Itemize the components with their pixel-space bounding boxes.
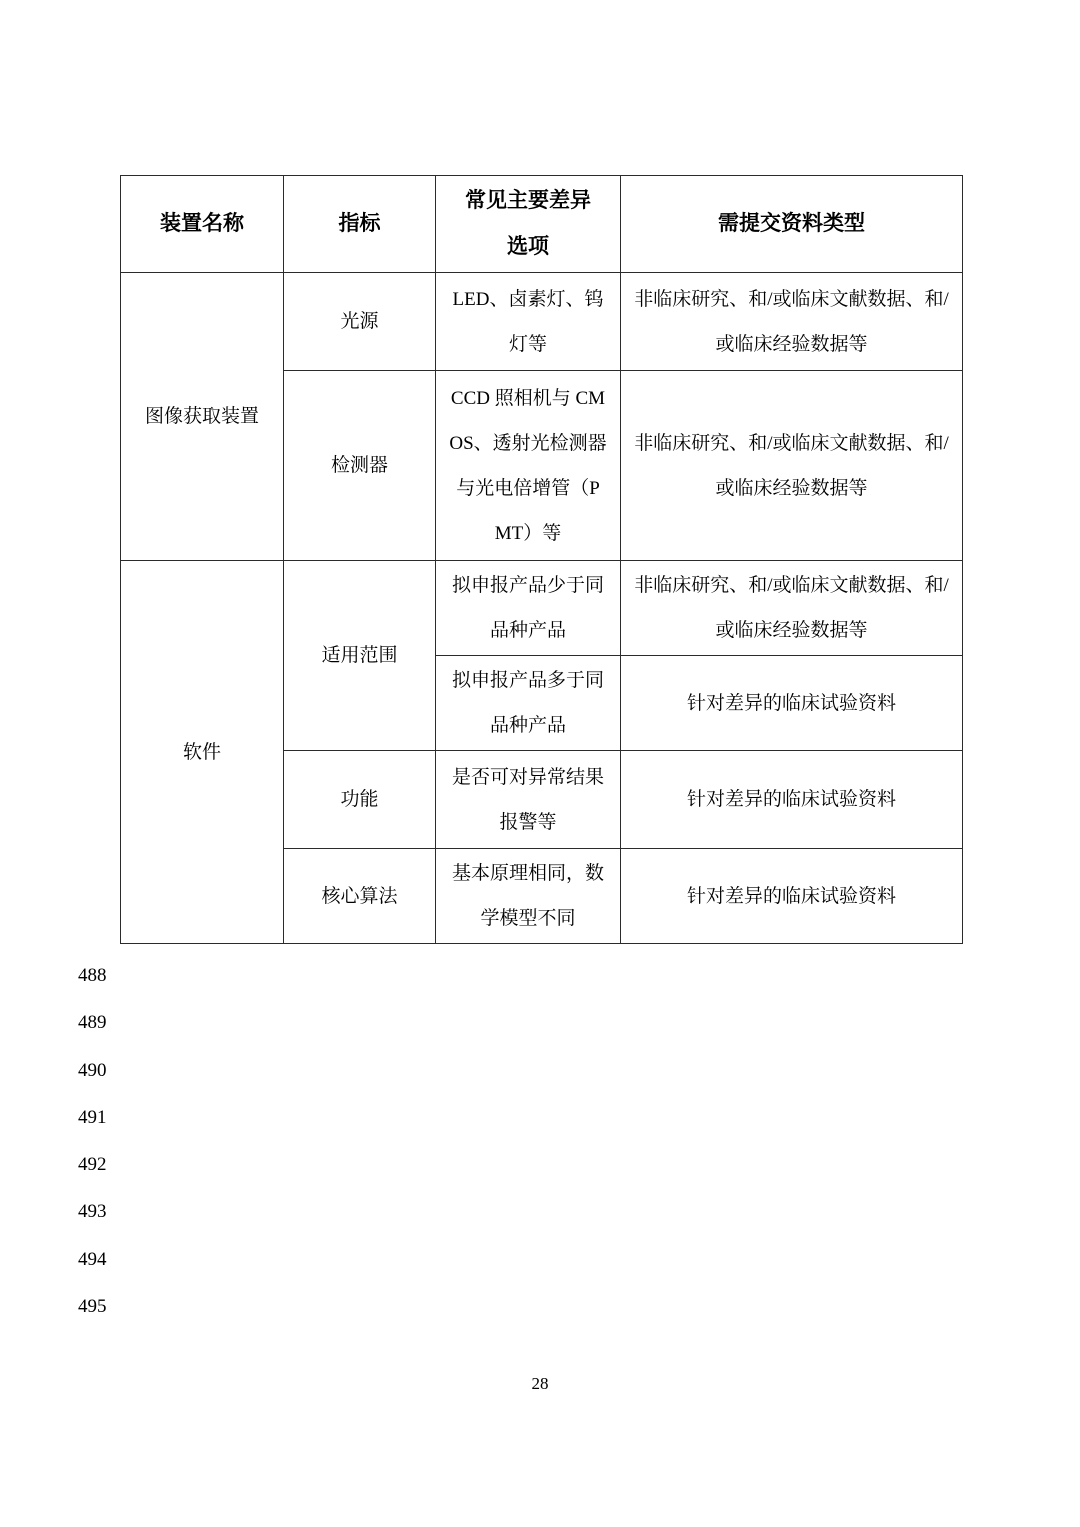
line-number: 489 <box>78 1012 107 1034</box>
cell-materials: 针对差异的临床试验资料 <box>621 751 963 849</box>
cell-options: LED、卤素灯、钨灯等 <box>436 273 621 371</box>
header-materials: 需提交资料类型 <box>621 176 963 273</box>
line-number: 494 <box>78 1248 107 1270</box>
cell-indicator: 检测器 <box>284 371 436 561</box>
margin-line-numbers <box>78 952 107 1330</box>
cell-options: 拟申报产品多于同品种产品 <box>436 656 621 751</box>
cell-materials: 针对差异的临床试验资料 <box>621 656 963 751</box>
cell-options: 基本原理相同，数学模型不同 <box>436 849 621 944</box>
table-header-row <box>121 176 963 273</box>
line-number: 488 <box>78 965 107 986</box>
line-number: 493 <box>78 1201 107 1223</box>
page-number: 28 <box>531 1374 549 1393</box>
line-number: 495 <box>78 1296 107 1318</box>
cell-options: CCD 照相机与 CMOS、透射光检测器与光电倍增管（PMT）等 <box>436 371 621 561</box>
cell-materials: 非临床研究、和/或临床文献数据、和/或临床经验数据等 <box>621 371 963 561</box>
cell-indicator: 核心算法 <box>284 849 436 944</box>
cell-materials: 非临床研究、和/或临床文献数据、和/或临床经验数据等 <box>621 561 963 656</box>
cell-indicator: 光源 <box>284 273 436 371</box>
header-options <box>436 176 621 273</box>
comparison-table <box>120 175 963 944</box>
line-number: 490 <box>78 1059 107 1081</box>
table-row <box>121 561 963 656</box>
cell-materials: 针对差异的临床试验资料 <box>621 849 963 944</box>
cell-device-group1: 图像获取装置 <box>121 273 284 561</box>
cell-indicator: 功能 <box>284 751 436 849</box>
cell-device-group2: 软件 <box>121 561 284 944</box>
header-options-line1: 常见主要差异 <box>465 189 591 212</box>
header-indicator: 指标 <box>284 176 436 273</box>
line-number: 492 <box>78 1154 107 1176</box>
line-number: 491 <box>78 1106 107 1128</box>
cell-materials: 非临床研究、和/或临床文献数据、和/或临床经验数据等 <box>621 273 963 371</box>
cell-options: 拟申报产品少于同品种产品 <box>436 561 621 656</box>
cell-indicator: 适用范围 <box>284 561 436 751</box>
table-row <box>121 273 963 371</box>
header-device: 装置名称 <box>121 176 284 273</box>
cell-options: 是否可对异常结果报警等 <box>436 751 621 849</box>
header-options-line2: 选项 <box>507 235 549 258</box>
